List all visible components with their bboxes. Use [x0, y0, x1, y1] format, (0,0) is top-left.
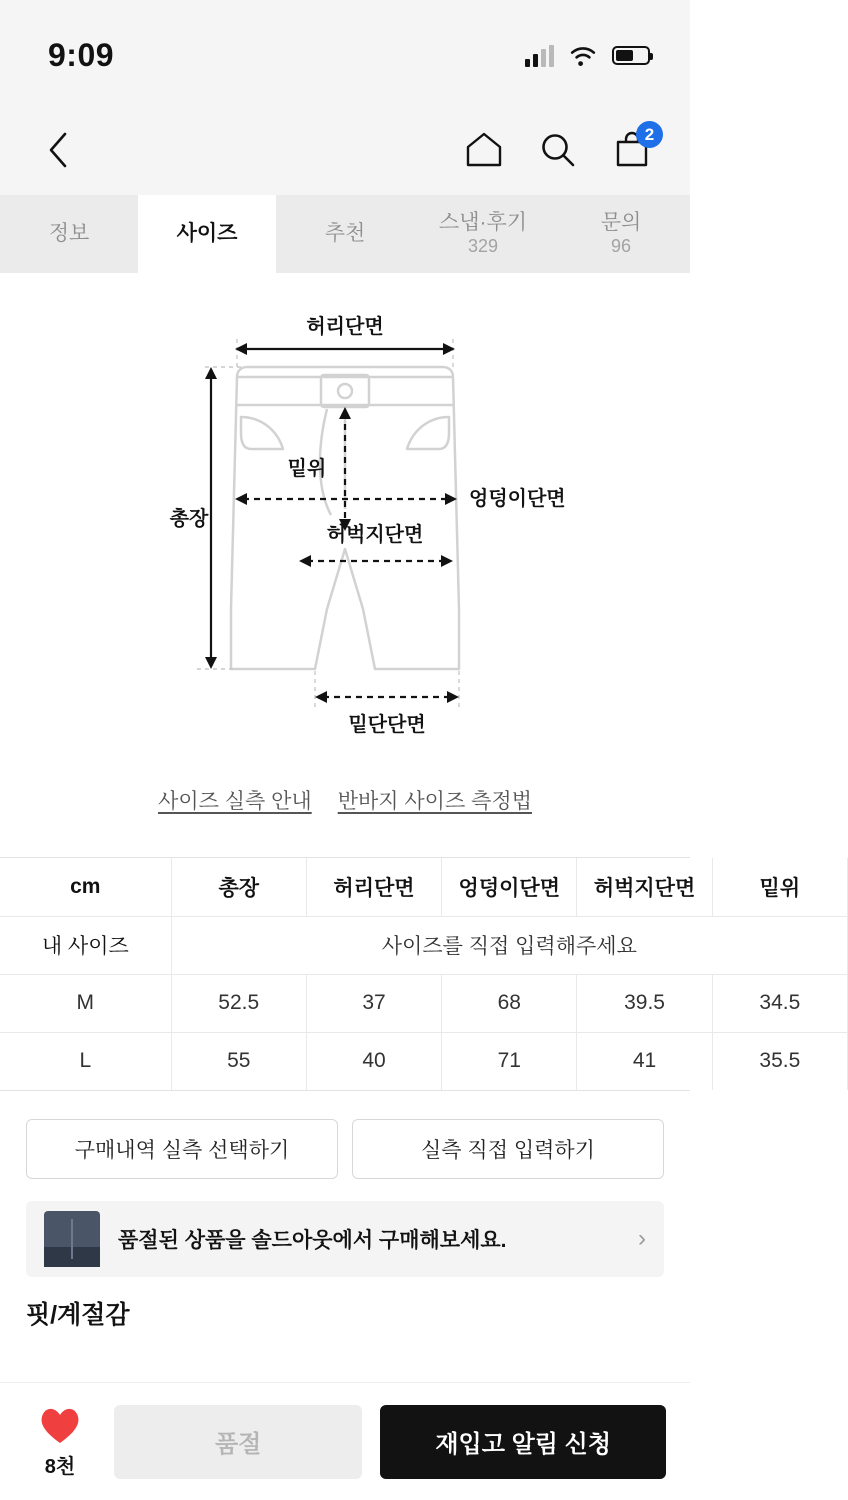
product-thumbnail-icon [44, 1211, 100, 1267]
size-tab-content [0, 273, 801, 1500]
status-time: 9:09 [48, 37, 115, 73]
soldout-button: 품절 [114, 1405, 362, 1479]
tab-inquiry[interactable] [552, 195, 690, 273]
cart-badge: 2 [636, 121, 663, 148]
tab-count: 96 [610, 236, 632, 257]
chevron-left-icon [47, 131, 69, 169]
cell-rise: 34.5 [712, 974, 847, 1032]
navigation-bar [0, 105, 690, 195]
tab-size[interactable] [138, 195, 276, 273]
tab-label: 스냅·후기 [438, 211, 528, 235]
label-rise: 밑위 [287, 458, 327, 480]
enter-measurement-button[interactable]: 실측 직접 입력하기 [352, 1119, 664, 1179]
heart-icon [37, 1404, 83, 1446]
cell-waist: 40 [306, 1032, 441, 1090]
measurement-links [0, 785, 690, 815]
header-thigh: 허벅지단면 [577, 858, 712, 916]
shorts-measurement-svg [45, 309, 645, 779]
row-size-label: M [0, 974, 171, 1032]
tab-label: 추천 [324, 221, 366, 245]
link-shorts-measure-method[interactable]: 반바지 사이즈 측정법 [337, 790, 532, 813]
search-icon [539, 131, 577, 169]
tab-snap-review[interactable] [414, 195, 552, 273]
size-table [0, 858, 848, 1090]
tab-count: 329 [467, 236, 499, 257]
label-total-length: 총장 [169, 508, 209, 530]
tab-info[interactable] [0, 195, 138, 273]
label-thigh: 허벅지단면 [326, 524, 424, 546]
cell-thigh: 39.5 [577, 974, 712, 1032]
my-size-input-placeholder[interactable]: 사이즈를 직접 입력해주세요 [171, 916, 847, 974]
status-bar [0, 0, 690, 105]
measurement-diagram [0, 273, 690, 779]
cell-total-length: 52.5 [171, 974, 306, 1032]
table-header-row [0, 858, 848, 916]
tab-label: 정보 [48, 221, 90, 245]
bottom-action-bar [0, 1382, 690, 1500]
back-button[interactable] [36, 128, 80, 172]
label-hip: 엉덩이단면 [469, 488, 566, 510]
home-icon [464, 131, 504, 169]
row-size-label: L [0, 1032, 171, 1090]
tab-bar [0, 195, 690, 273]
like-count: 8천 [44, 1456, 76, 1478]
tab-label: 문의 [600, 211, 642, 235]
table-row [0, 974, 848, 1032]
size-table-scroll[interactable] [0, 857, 801, 1091]
battery-icon [612, 46, 650, 65]
nav-actions [462, 124, 655, 172]
header-hip: 엉덩이단면 [442, 858, 577, 916]
my-size-label: 내 사이즈 [0, 916, 171, 974]
label-waist: 허리단면 [306, 316, 384, 338]
cell-thigh: 41 [577, 1032, 712, 1090]
table-row [0, 1032, 848, 1090]
cell-hip: 71 [442, 1032, 577, 1090]
home-button[interactable] [462, 128, 506, 172]
header-unit: cm [0, 858, 171, 916]
cell-total-length: 55 [171, 1032, 306, 1090]
cellular-signal-icon [525, 45, 554, 67]
tab-recommend[interactable] [276, 195, 414, 273]
chevron-right-icon: › [638, 1225, 646, 1252]
link-size-guide[interactable]: 사이즈 실측 안내 [158, 790, 312, 813]
promo-text: 품절된 상품을 솔드아웃에서 구매해보세요. [118, 1229, 507, 1252]
restock-alert-button[interactable]: 재입고 알림 신청 [380, 1405, 666, 1479]
tab-label: 사이즈 [176, 221, 238, 245]
cell-rise: 35.5 [712, 1032, 847, 1090]
header-rise: 밑위 [712, 858, 847, 916]
search-button[interactable] [536, 128, 580, 172]
header-total-length: 총장 [171, 858, 306, 916]
soldout-promo-banner[interactable] [26, 1201, 664, 1277]
cell-waist: 37 [306, 974, 441, 1032]
header-waist: 허리단면 [306, 858, 441, 916]
section-heading-fit: 핏/계절감 [26, 1301, 130, 1329]
my-size-row[interactable] [0, 916, 848, 974]
status-icons [525, 39, 650, 67]
select-from-purchase-button[interactable]: 구매내역 실측 선택하기 [26, 1119, 338, 1179]
measurement-actions [0, 1091, 690, 1179]
label-hem: 밑단단면 [348, 714, 426, 736]
cart-button[interactable] [610, 124, 655, 172]
cell-hip: 68 [442, 974, 577, 1032]
like-button[interactable] [24, 1404, 96, 1479]
wifi-icon [568, 45, 598, 67]
